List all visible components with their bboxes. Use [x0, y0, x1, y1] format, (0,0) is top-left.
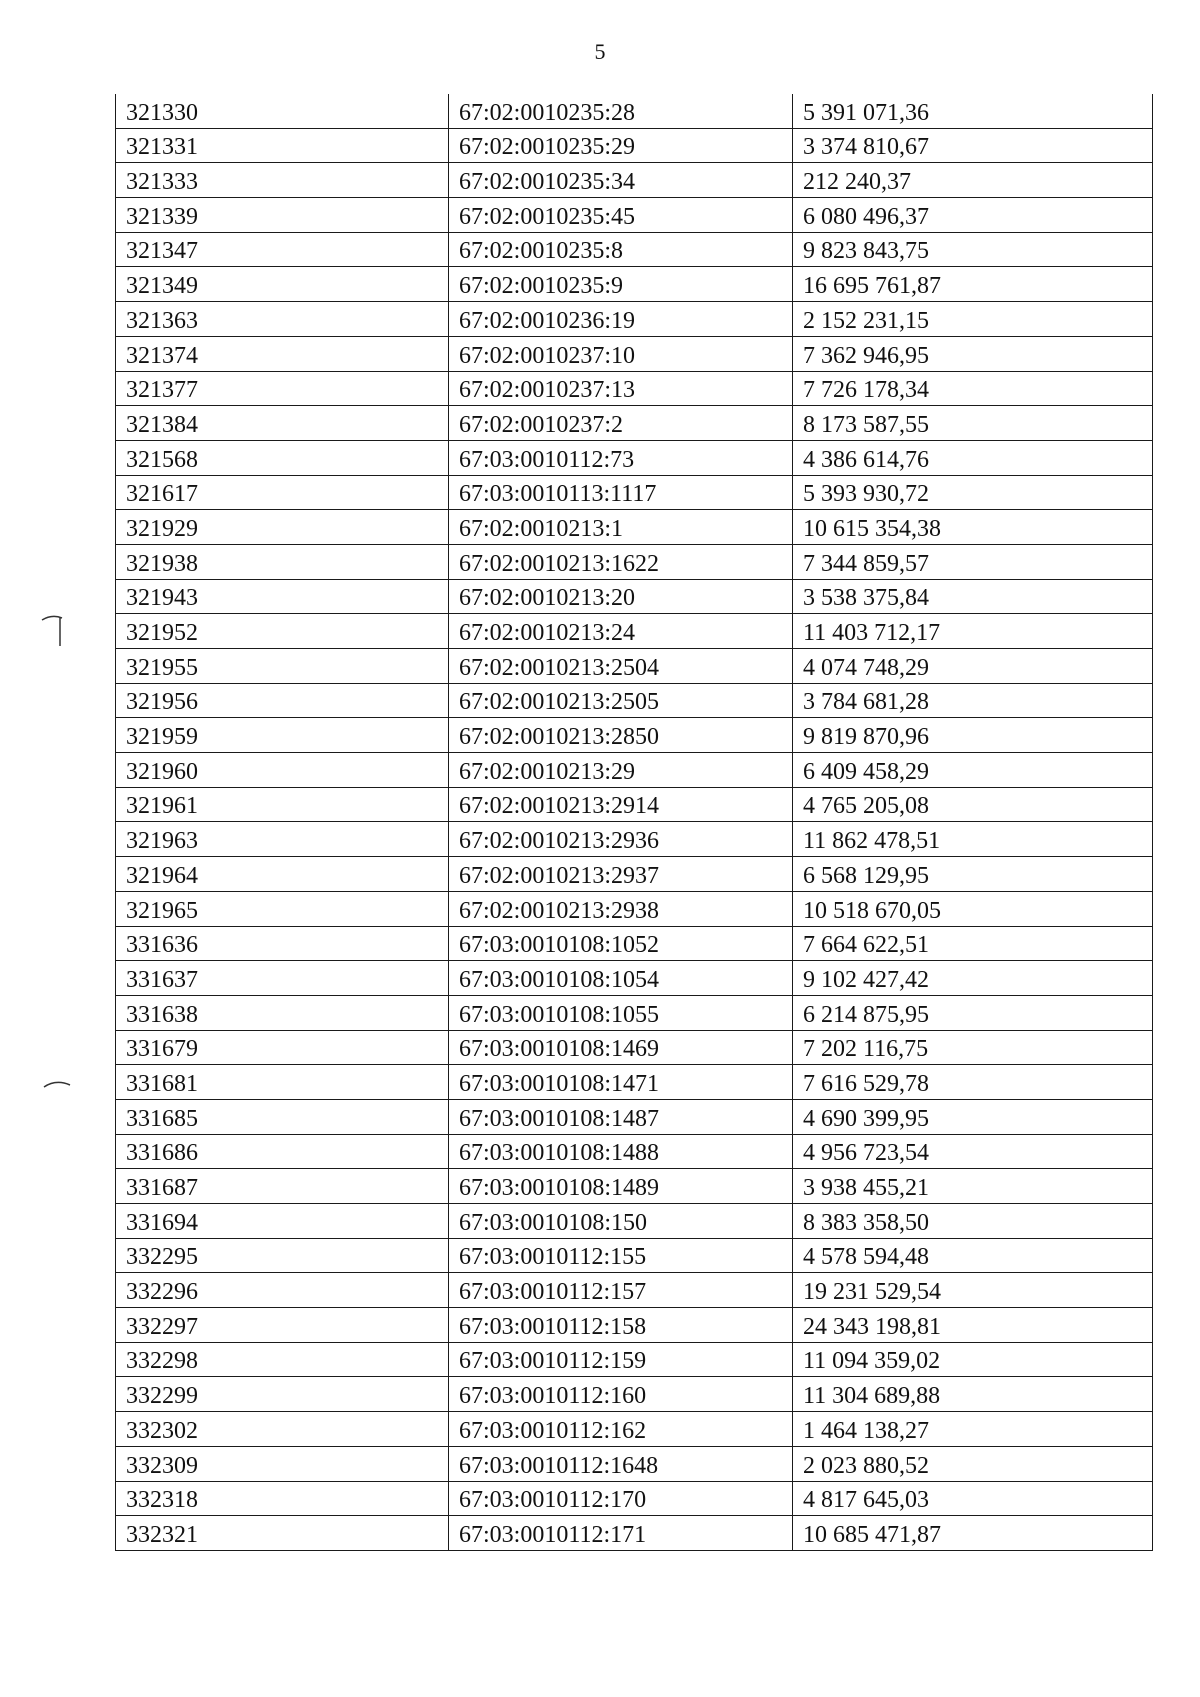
cadastral-table	[115, 94, 1153, 1551]
cell-amount: 10 518 670,05	[793, 891, 1153, 926]
cell-amount: 7 616 529,78	[793, 1065, 1153, 1100]
cell-cadastral-number: 67:03:0010108:1052	[449, 926, 793, 961]
cell-amount: 4 817 645,03	[793, 1481, 1153, 1516]
cell-id: 331694	[116, 1204, 449, 1239]
table-row	[116, 1516, 1153, 1551]
cell-id: 332295	[116, 1238, 449, 1273]
cell-amount: 7 362 946,95	[793, 336, 1153, 371]
cell-cadastral-number: 67:03:0010112:158	[449, 1308, 793, 1343]
table-row	[116, 857, 1153, 892]
cell-id: 321374	[116, 336, 449, 371]
table-row	[116, 614, 1153, 649]
cell-cadastral-number: 67:03:0010108:1489	[449, 1169, 793, 1204]
cell-id: 321363	[116, 302, 449, 337]
cell-amount: 4 956 723,54	[793, 1134, 1153, 1169]
cell-amount: 4 074 748,29	[793, 649, 1153, 684]
table-row	[116, 1065, 1153, 1100]
cell-id: 321952	[116, 614, 449, 649]
cell-amount: 11 403 712,17	[793, 614, 1153, 649]
cell-id: 321938	[116, 544, 449, 579]
cell-id: 321617	[116, 475, 449, 510]
cell-amount: 4 690 399,95	[793, 1099, 1153, 1134]
table-row	[116, 510, 1153, 545]
cell-id: 321955	[116, 649, 449, 684]
cell-amount: 212 240,37	[793, 163, 1153, 198]
cell-cadastral-number: 67:03:0010113:1117	[449, 475, 793, 510]
table-row	[116, 926, 1153, 961]
cell-id: 321964	[116, 857, 449, 892]
cell-id: 321943	[116, 579, 449, 614]
table-row	[116, 649, 1153, 684]
cell-amount: 5 393 930,72	[793, 475, 1153, 510]
cell-cadastral-number: 67:02:0010213:24	[449, 614, 793, 649]
cell-id: 331686	[116, 1134, 449, 1169]
cell-id: 321349	[116, 267, 449, 302]
table-row	[116, 995, 1153, 1030]
cell-cadastral-number: 67:02:0010213:1	[449, 510, 793, 545]
cell-cadastral-number: 67:02:0010213:2937	[449, 857, 793, 892]
cell-amount: 8 383 358,50	[793, 1204, 1153, 1239]
cell-cadastral-number: 67:02:0010213:1622	[449, 544, 793, 579]
cell-id: 331638	[116, 995, 449, 1030]
table-row	[116, 718, 1153, 753]
cell-cadastral-number: 67:02:0010213:2936	[449, 822, 793, 857]
cell-id: 332297	[116, 1308, 449, 1343]
cell-id: 331637	[116, 961, 449, 996]
table-row	[116, 406, 1153, 441]
cell-amount: 3 538 375,84	[793, 579, 1153, 614]
table-body	[116, 94, 1153, 1550]
cell-amount: 11 862 478,51	[793, 822, 1153, 857]
cell-amount: 10 685 471,87	[793, 1516, 1153, 1551]
table-row	[116, 1169, 1153, 1204]
cell-amount: 6 568 129,95	[793, 857, 1153, 892]
cell-id: 332296	[116, 1273, 449, 1308]
cell-amount: 4 765 205,08	[793, 787, 1153, 822]
table-row	[116, 544, 1153, 579]
table-row	[116, 1446, 1153, 1481]
table-row	[116, 1030, 1153, 1065]
cell-id: 321384	[116, 406, 449, 441]
cell-cadastral-number: 67:02:0010235:8	[449, 232, 793, 267]
table-row	[116, 1481, 1153, 1516]
cell-amount: 2 152 231,15	[793, 302, 1153, 337]
table-row	[116, 1377, 1153, 1412]
cell-amount: 11 304 689,88	[793, 1377, 1153, 1412]
cell-cadastral-number: 67:03:0010108:1488	[449, 1134, 793, 1169]
cell-amount: 1 464 138,27	[793, 1412, 1153, 1447]
table-row	[116, 1099, 1153, 1134]
cell-cadastral-number: 67:02:0010213:29	[449, 753, 793, 788]
cell-amount: 3 938 455,21	[793, 1169, 1153, 1204]
table-row	[116, 1273, 1153, 1308]
cell-id: 321331	[116, 128, 449, 163]
cell-amount: 6 409 458,29	[793, 753, 1153, 788]
cell-cadastral-number: 67:03:0010108:1471	[449, 1065, 793, 1100]
table-row	[116, 1134, 1153, 1169]
table-row	[116, 1412, 1153, 1447]
table-row	[116, 683, 1153, 718]
cell-cadastral-number: 67:03:0010112:73	[449, 440, 793, 475]
cell-id: 332321	[116, 1516, 449, 1551]
table-row	[116, 961, 1153, 996]
cell-amount: 24 343 198,81	[793, 1308, 1153, 1343]
cell-amount: 3 374 810,67	[793, 128, 1153, 163]
cell-amount: 6 080 496,37	[793, 198, 1153, 233]
table-row	[116, 198, 1153, 233]
table-row	[116, 336, 1153, 371]
table-row	[116, 267, 1153, 302]
cell-cadastral-number: 67:03:0010112:171	[449, 1516, 793, 1551]
cell-id: 331687	[116, 1169, 449, 1204]
cell-amount: 6 214 875,95	[793, 995, 1153, 1030]
cell-cadastral-number: 67:03:0010108:1469	[449, 1030, 793, 1065]
table-row	[116, 163, 1153, 198]
cell-cadastral-number: 67:02:0010213:2505	[449, 683, 793, 718]
cell-id: 321330	[116, 94, 449, 128]
cell-id: 321347	[116, 232, 449, 267]
cell-id: 321959	[116, 718, 449, 753]
cell-id: 321377	[116, 371, 449, 406]
table-row	[116, 1342, 1153, 1377]
cell-id: 332309	[116, 1446, 449, 1481]
table-row	[116, 94, 1153, 128]
cell-amount: 7 344 859,57	[793, 544, 1153, 579]
cell-amount: 19 231 529,54	[793, 1273, 1153, 1308]
cell-id: 321960	[116, 753, 449, 788]
cell-cadastral-number: 67:02:0010235:29	[449, 128, 793, 163]
cell-amount: 7 664 622,51	[793, 926, 1153, 961]
table-row	[116, 822, 1153, 857]
cell-cadastral-number: 67:02:0010237:13	[449, 371, 793, 406]
cell-cadastral-number: 67:02:0010235:28	[449, 94, 793, 128]
table-row	[116, 128, 1153, 163]
cell-cadastral-number: 67:03:0010108:1487	[449, 1099, 793, 1134]
cell-cadastral-number: 67:03:0010112:1648	[449, 1446, 793, 1481]
cell-amount: 7 202 116,75	[793, 1030, 1153, 1065]
table-row	[116, 475, 1153, 510]
cell-cadastral-number: 67:02:0010213:2914	[449, 787, 793, 822]
cell-id: 321929	[116, 510, 449, 545]
cell-id: 331685	[116, 1099, 449, 1134]
table-row	[116, 891, 1153, 926]
cell-amount: 5 391 071,36	[793, 94, 1153, 128]
page-number: 5	[594, 39, 606, 64]
cell-cadastral-number: 67:02:0010237:10	[449, 336, 793, 371]
cell-amount: 10 615 354,38	[793, 510, 1153, 545]
cell-amount: 9 819 870,96	[793, 718, 1153, 753]
cell-cadastral-number: 67:02:0010213:20	[449, 579, 793, 614]
cell-id: 332318	[116, 1481, 449, 1516]
cell-id: 331681	[116, 1065, 449, 1100]
cell-cadastral-number: 67:03:0010112:157	[449, 1273, 793, 1308]
cell-cadastral-number: 67:03:0010108:150	[449, 1204, 793, 1239]
cell-amount: 9 102 427,42	[793, 961, 1153, 996]
table-row	[116, 232, 1153, 267]
table-row	[116, 1204, 1153, 1239]
cell-id: 331636	[116, 926, 449, 961]
cell-id: 321963	[116, 822, 449, 857]
cell-cadastral-number: 67:03:0010108:1054	[449, 961, 793, 996]
cell-amount: 7 726 178,34	[793, 371, 1153, 406]
cell-id: 332298	[116, 1342, 449, 1377]
table-row	[116, 302, 1153, 337]
cell-cadastral-number: 67:02:0010213:2938	[449, 891, 793, 926]
cell-cadastral-number: 67:02:0010236:19	[449, 302, 793, 337]
cell-cadastral-number: 67:02:0010235:45	[449, 198, 793, 233]
cell-amount: 4 386 614,76	[793, 440, 1153, 475]
cell-cadastral-number: 67:03:0010112:170	[449, 1481, 793, 1516]
cell-cadastral-number: 67:03:0010112:155	[449, 1238, 793, 1273]
table-row	[116, 1308, 1153, 1343]
cell-cadastral-number: 67:03:0010112:162	[449, 1412, 793, 1447]
cell-id: 332299	[116, 1377, 449, 1412]
cell-amount: 4 578 594,48	[793, 1238, 1153, 1273]
cell-amount: 3 784 681,28	[793, 683, 1153, 718]
cell-amount: 9 823 843,75	[793, 232, 1153, 267]
cell-id: 321956	[116, 683, 449, 718]
cell-cadastral-number: 67:03:0010112:160	[449, 1377, 793, 1412]
cell-id: 321568	[116, 440, 449, 475]
cell-cadastral-number: 67:03:0010108:1055	[449, 995, 793, 1030]
table-row	[116, 371, 1153, 406]
table-row	[116, 787, 1153, 822]
cell-id: 321965	[116, 891, 449, 926]
cell-cadastral-number: 67:02:0010213:2850	[449, 718, 793, 753]
cell-amount: 2 023 880,52	[793, 1446, 1153, 1481]
margin-mark-top	[38, 612, 78, 652]
cell-id: 321339	[116, 198, 449, 233]
cell-id: 321961	[116, 787, 449, 822]
cell-cadastral-number: 67:02:0010235:34	[449, 163, 793, 198]
cell-amount: 8 173 587,55	[793, 406, 1153, 441]
margin-mark-bottom	[40, 1075, 80, 1095]
cell-id: 332302	[116, 1412, 449, 1447]
cell-cadastral-number: 67:02:0010237:2	[449, 406, 793, 441]
cell-cadastral-number: 67:02:0010213:2504	[449, 649, 793, 684]
cell-cadastral-number: 67:02:0010235:9	[449, 267, 793, 302]
cell-amount: 16 695 761,87	[793, 267, 1153, 302]
cell-id: 321333	[116, 163, 449, 198]
table-row	[116, 440, 1153, 475]
table-row	[116, 1238, 1153, 1273]
cell-cadastral-number: 67:03:0010112:159	[449, 1342, 793, 1377]
table-row	[116, 579, 1153, 614]
cell-id: 331679	[116, 1030, 449, 1065]
cell-amount: 11 094 359,02	[793, 1342, 1153, 1377]
table-row	[116, 753, 1153, 788]
